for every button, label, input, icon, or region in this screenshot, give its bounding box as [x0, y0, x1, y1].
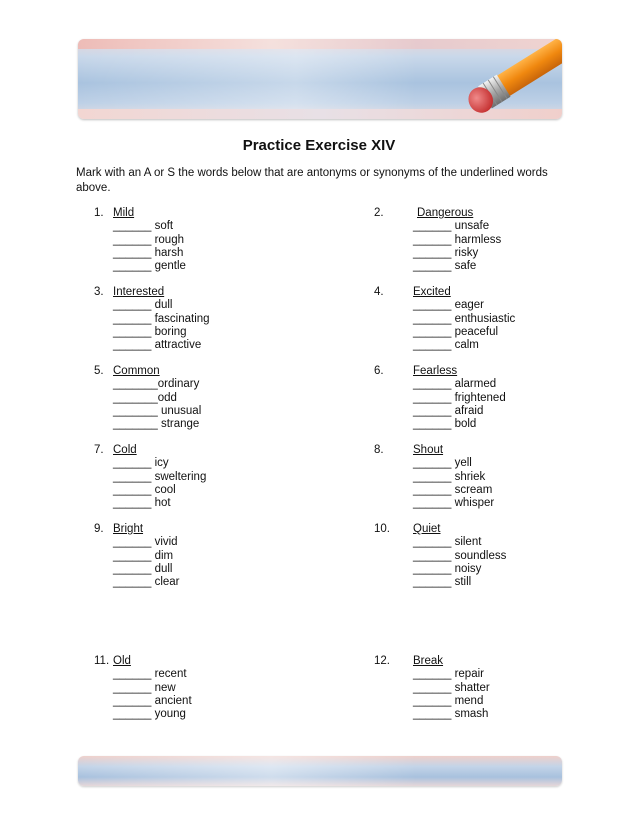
option-item[interactable]: ______ bold — [413, 418, 477, 431]
option-item[interactable]: ______ hot — [113, 497, 171, 510]
options-list — [413, 220, 501, 273]
option-item[interactable]: ______ shriek — [413, 470, 486, 483]
question-word: Interested — [113, 286, 165, 298]
option-item[interactable]: ______ soundless — [413, 549, 507, 562]
question-word: Common — [113, 365, 160, 377]
option-item[interactable]: ______ smash — [413, 708, 489, 721]
option-item[interactable]: ______ harsh — [113, 246, 184, 259]
option-item[interactable]: ______ dull — [113, 562, 173, 575]
question-word: Quiet — [413, 523, 441, 535]
question-word: Shout — [413, 444, 444, 456]
options-list — [413, 536, 506, 589]
option-item[interactable]: ______ noisy — [413, 562, 482, 575]
option-item[interactable]: _______ordinary — [113, 378, 200, 391]
question-number: 2. — [374, 207, 384, 219]
question-word: Cold — [113, 444, 137, 456]
question-number: 10. — [374, 523, 390, 535]
option-item[interactable]: ______ frightened — [413, 391, 506, 404]
option-item[interactable]: ______ rough — [113, 233, 184, 246]
options-list — [113, 536, 180, 589]
option-item[interactable]: ______ whisper — [413, 497, 495, 510]
option-item[interactable]: ______ sweltering — [113, 470, 207, 483]
question-number: 7. — [94, 444, 104, 456]
option-item[interactable]: ______ young — [113, 708, 186, 721]
question-word: Dangerous — [417, 207, 474, 219]
options-list — [113, 668, 192, 721]
question-word: Mild — [113, 207, 135, 219]
option-item[interactable]: ______ shatter — [413, 681, 490, 694]
options-list — [413, 668, 490, 721]
options-list — [413, 457, 494, 510]
option-item[interactable]: ______ risky — [413, 246, 479, 259]
question-number: 8. — [374, 444, 384, 456]
option-item[interactable]: ______ enthusiastic — [413, 312, 516, 325]
option-item[interactable]: ______ clear — [113, 576, 180, 589]
question-word: Break — [413, 655, 444, 667]
option-item[interactable]: ______ new — [113, 681, 176, 694]
question-number: 5. — [94, 365, 104, 377]
question-word: Fearless — [413, 365, 458, 377]
option-item[interactable]: _______ unusual — [113, 404, 202, 417]
option-item[interactable]: ______ mend — [413, 694, 484, 707]
options-list — [413, 378, 506, 431]
option-item[interactable]: ______ cool — [113, 483, 176, 496]
options-list — [113, 299, 210, 352]
option-item[interactable]: ______ still — [413, 576, 472, 589]
option-item[interactable]: ______ calm — [413, 339, 479, 352]
question-number: 11. — [94, 655, 110, 667]
option-item[interactable]: ______ unsafe — [413, 220, 490, 233]
footer-banner — [78, 756, 562, 786]
option-item[interactable]: ______ peaceful — [413, 325, 499, 338]
option-item[interactable]: ______ soft — [113, 220, 174, 233]
option-item[interactable]: ______ afraid — [413, 404, 484, 417]
option-item[interactable]: ______ gentle — [113, 260, 186, 273]
question-number: 1. — [94, 207, 104, 219]
question-word: Old — [113, 655, 131, 667]
option-item[interactable]: ______ eager — [413, 299, 484, 312]
option-item[interactable]: ______ scream — [413, 483, 493, 496]
question-number: 6. — [374, 365, 384, 377]
option-item[interactable]: _______ strange — [113, 418, 200, 431]
option-item[interactable]: ______ fascinating — [113, 312, 210, 325]
question-number: 9. — [94, 523, 104, 535]
option-item[interactable]: ______ yell — [413, 457, 472, 470]
option-item[interactable]: ______ boring — [113, 325, 187, 338]
option-item[interactable]: ______ harmless — [413, 233, 502, 246]
options-list — [113, 457, 206, 510]
option-item[interactable]: ______ recent — [113, 668, 187, 681]
question-word: Bright — [113, 523, 144, 535]
header-banner — [78, 39, 562, 119]
option-item[interactable]: ______ alarmed — [413, 378, 497, 391]
option-item[interactable]: ______ dim — [113, 549, 174, 562]
option-item[interactable]: ______ repair — [413, 668, 484, 681]
instructions-text: Mark with an A or S the words below that are antonyms or synonyms of the underlined words above. — [76, 167, 548, 194]
question-number: 3. — [94, 286, 104, 298]
question-number: 4. — [374, 286, 384, 298]
option-item[interactable]: ______ attractive — [113, 339, 202, 352]
pencil-icon — [432, 39, 562, 119]
option-item[interactable]: ______ ancient — [113, 694, 192, 707]
option-item[interactable]: _______odd — [113, 391, 177, 404]
page-title: Practice Exercise XIV — [242, 137, 396, 154]
options-list — [413, 299, 515, 352]
question-word: Excited — [413, 286, 451, 298]
option-item[interactable]: ______ silent — [413, 536, 482, 549]
option-item[interactable]: ______ dull — [113, 299, 173, 312]
options-list — [113, 220, 186, 273]
options-list — [113, 378, 201, 431]
option-item[interactable]: ______ icy — [113, 457, 169, 470]
option-item[interactable]: ______ vivid — [113, 536, 178, 549]
question-number: 12. — [374, 655, 390, 667]
option-item[interactable]: ______ safe — [413, 260, 477, 273]
